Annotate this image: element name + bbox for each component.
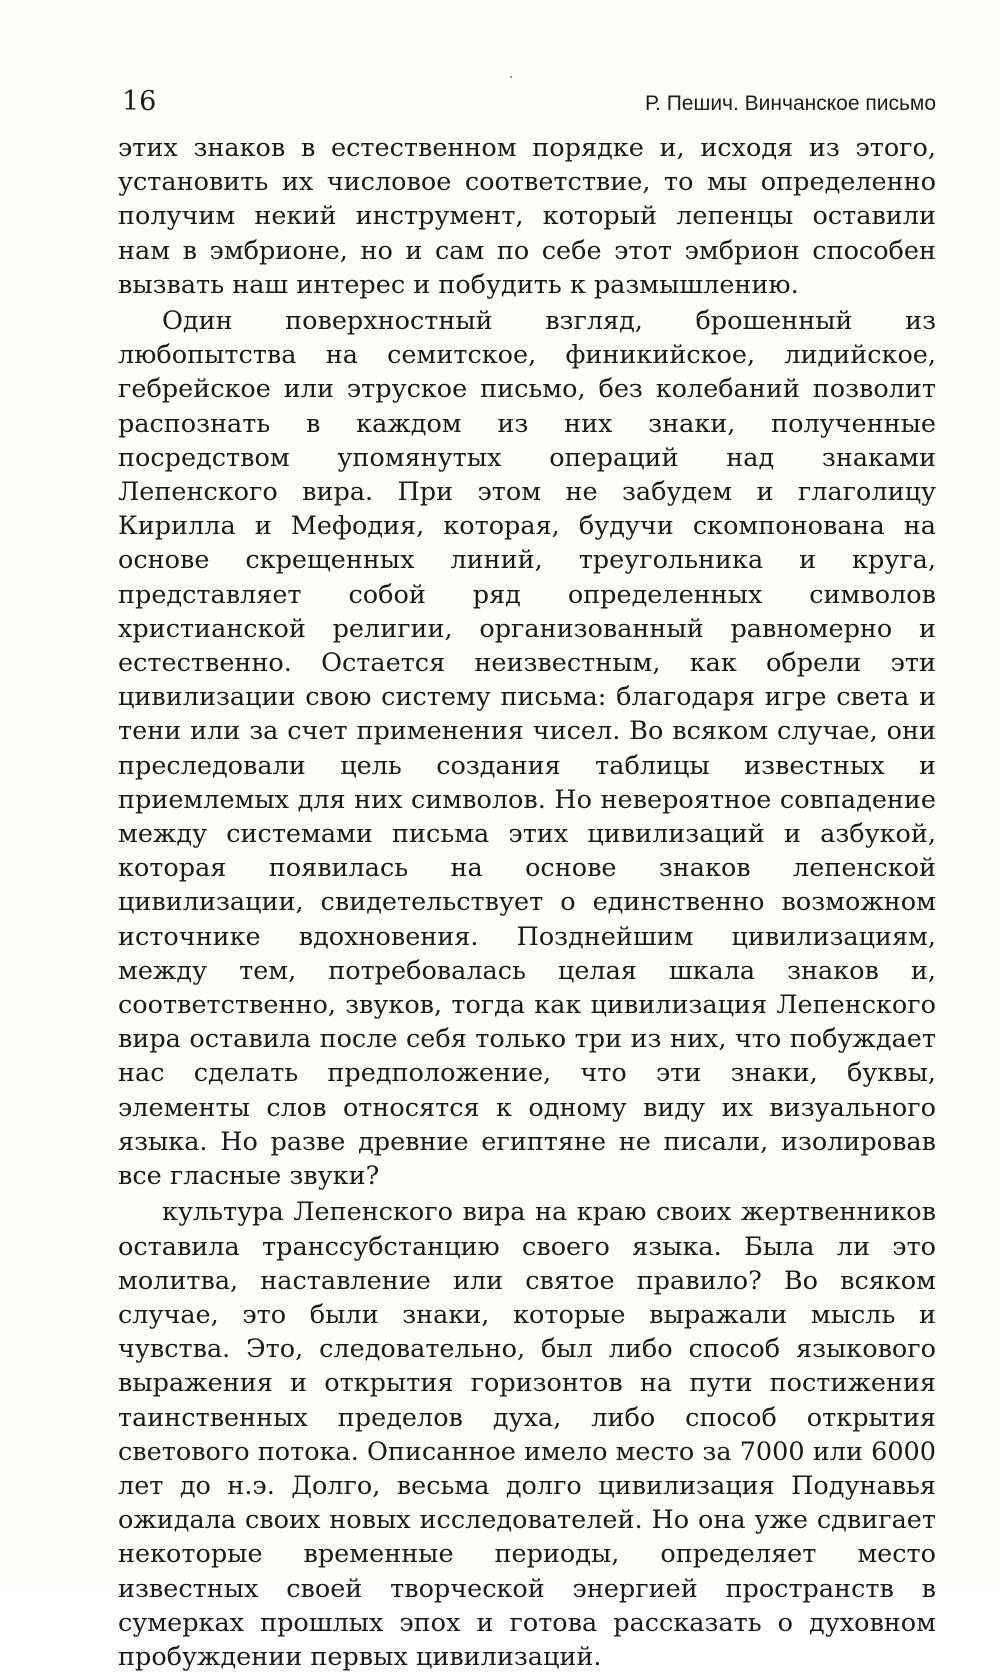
- paragraph-writing-systems: Один поверхностный взгляд, брошенный из любопытства на семитское, финикийское, лидийское, гебрейское или этруское письмо, без колебаний позволит распознать в каждом из них знаки, полученные посредством упомянутых операций над знаками Лепенского вира. При этом не забудем и глаголицу Кирилла и Мефодия, которая, будучи скомпонована на основе скрещенных линий, треугольника и круга, представляет собой ряд определенных символов христианской религии, организованный равномерно и естественно. Остается неизвестным, как обрели эти цивилизации свою систему письма: благодаря игре света и тени или за счет применения чисел. Во всяком случае, они преследовали цель создания таблицы известных и приемлемых для них символов. Но невероятное совпадение между системами письма этих цивилизаций и азбукой, которая появилась на основе знаков лепенской цивилизации, свидетельствует о единственно возможном источнике вдохновения. Позднейшим цивилизациям, между тем, потребовалась целая шкала знаков и, соответственно, звуков, тогда как цивилизация Лепенского вира оставила после себя только три из них, что побуждает нас сделать предположение, что эти знаки, буквы, элементы слов относятся к одному виду их визуального языка. Но разве древние египтяне не писали, изолировав все гласные звуки?: [118, 306, 936, 1192]
- paper-speck: [510, 76, 512, 78]
- page-number: 16: [122, 86, 157, 117]
- main-text: [118, 131, 936, 1676]
- paragraph-lepenski-vir-culture: культура Лепенского вира на краю своих жертвенников оставила транссубстанцию своего языка. Была ли это молитва, наставление или святое правило? Во всяком случае, это были знаки, которые выражали мысль и чувства. Это, следовательно, был либо способ языкового выражения и открытия горизонтов на пути постижения таинственных пределов духа, либо способ открытия светового потока. Описанное имело место за 7000 или 6000 лет до н.э. Долго, весьма долго цивилизация Подунавья ожидала своих новых исследователей. Но она уже сдвигает некоторые временные периоды, определяет место известных своей творческой энергией пространств в сумерках прошлых эпох и готова рассказать о духовном пробуждении первых цивилизаций.: [118, 1197, 936, 1672]
- paragraph-continuation: этих знаков в естественном порядке и, исходя из этого, установить их числовое соответствие, то мы определенно получим некий инструмент, который лепенцы оставили нам в эмбрионе, но и сам по себе этот эмбрион способен вызвать наш интерес и побудить к размышлению.: [118, 133, 936, 300]
- page-header: [118, 80, 936, 124]
- running-title: Р. Пешич. Винчанское письмо: [645, 92, 936, 115]
